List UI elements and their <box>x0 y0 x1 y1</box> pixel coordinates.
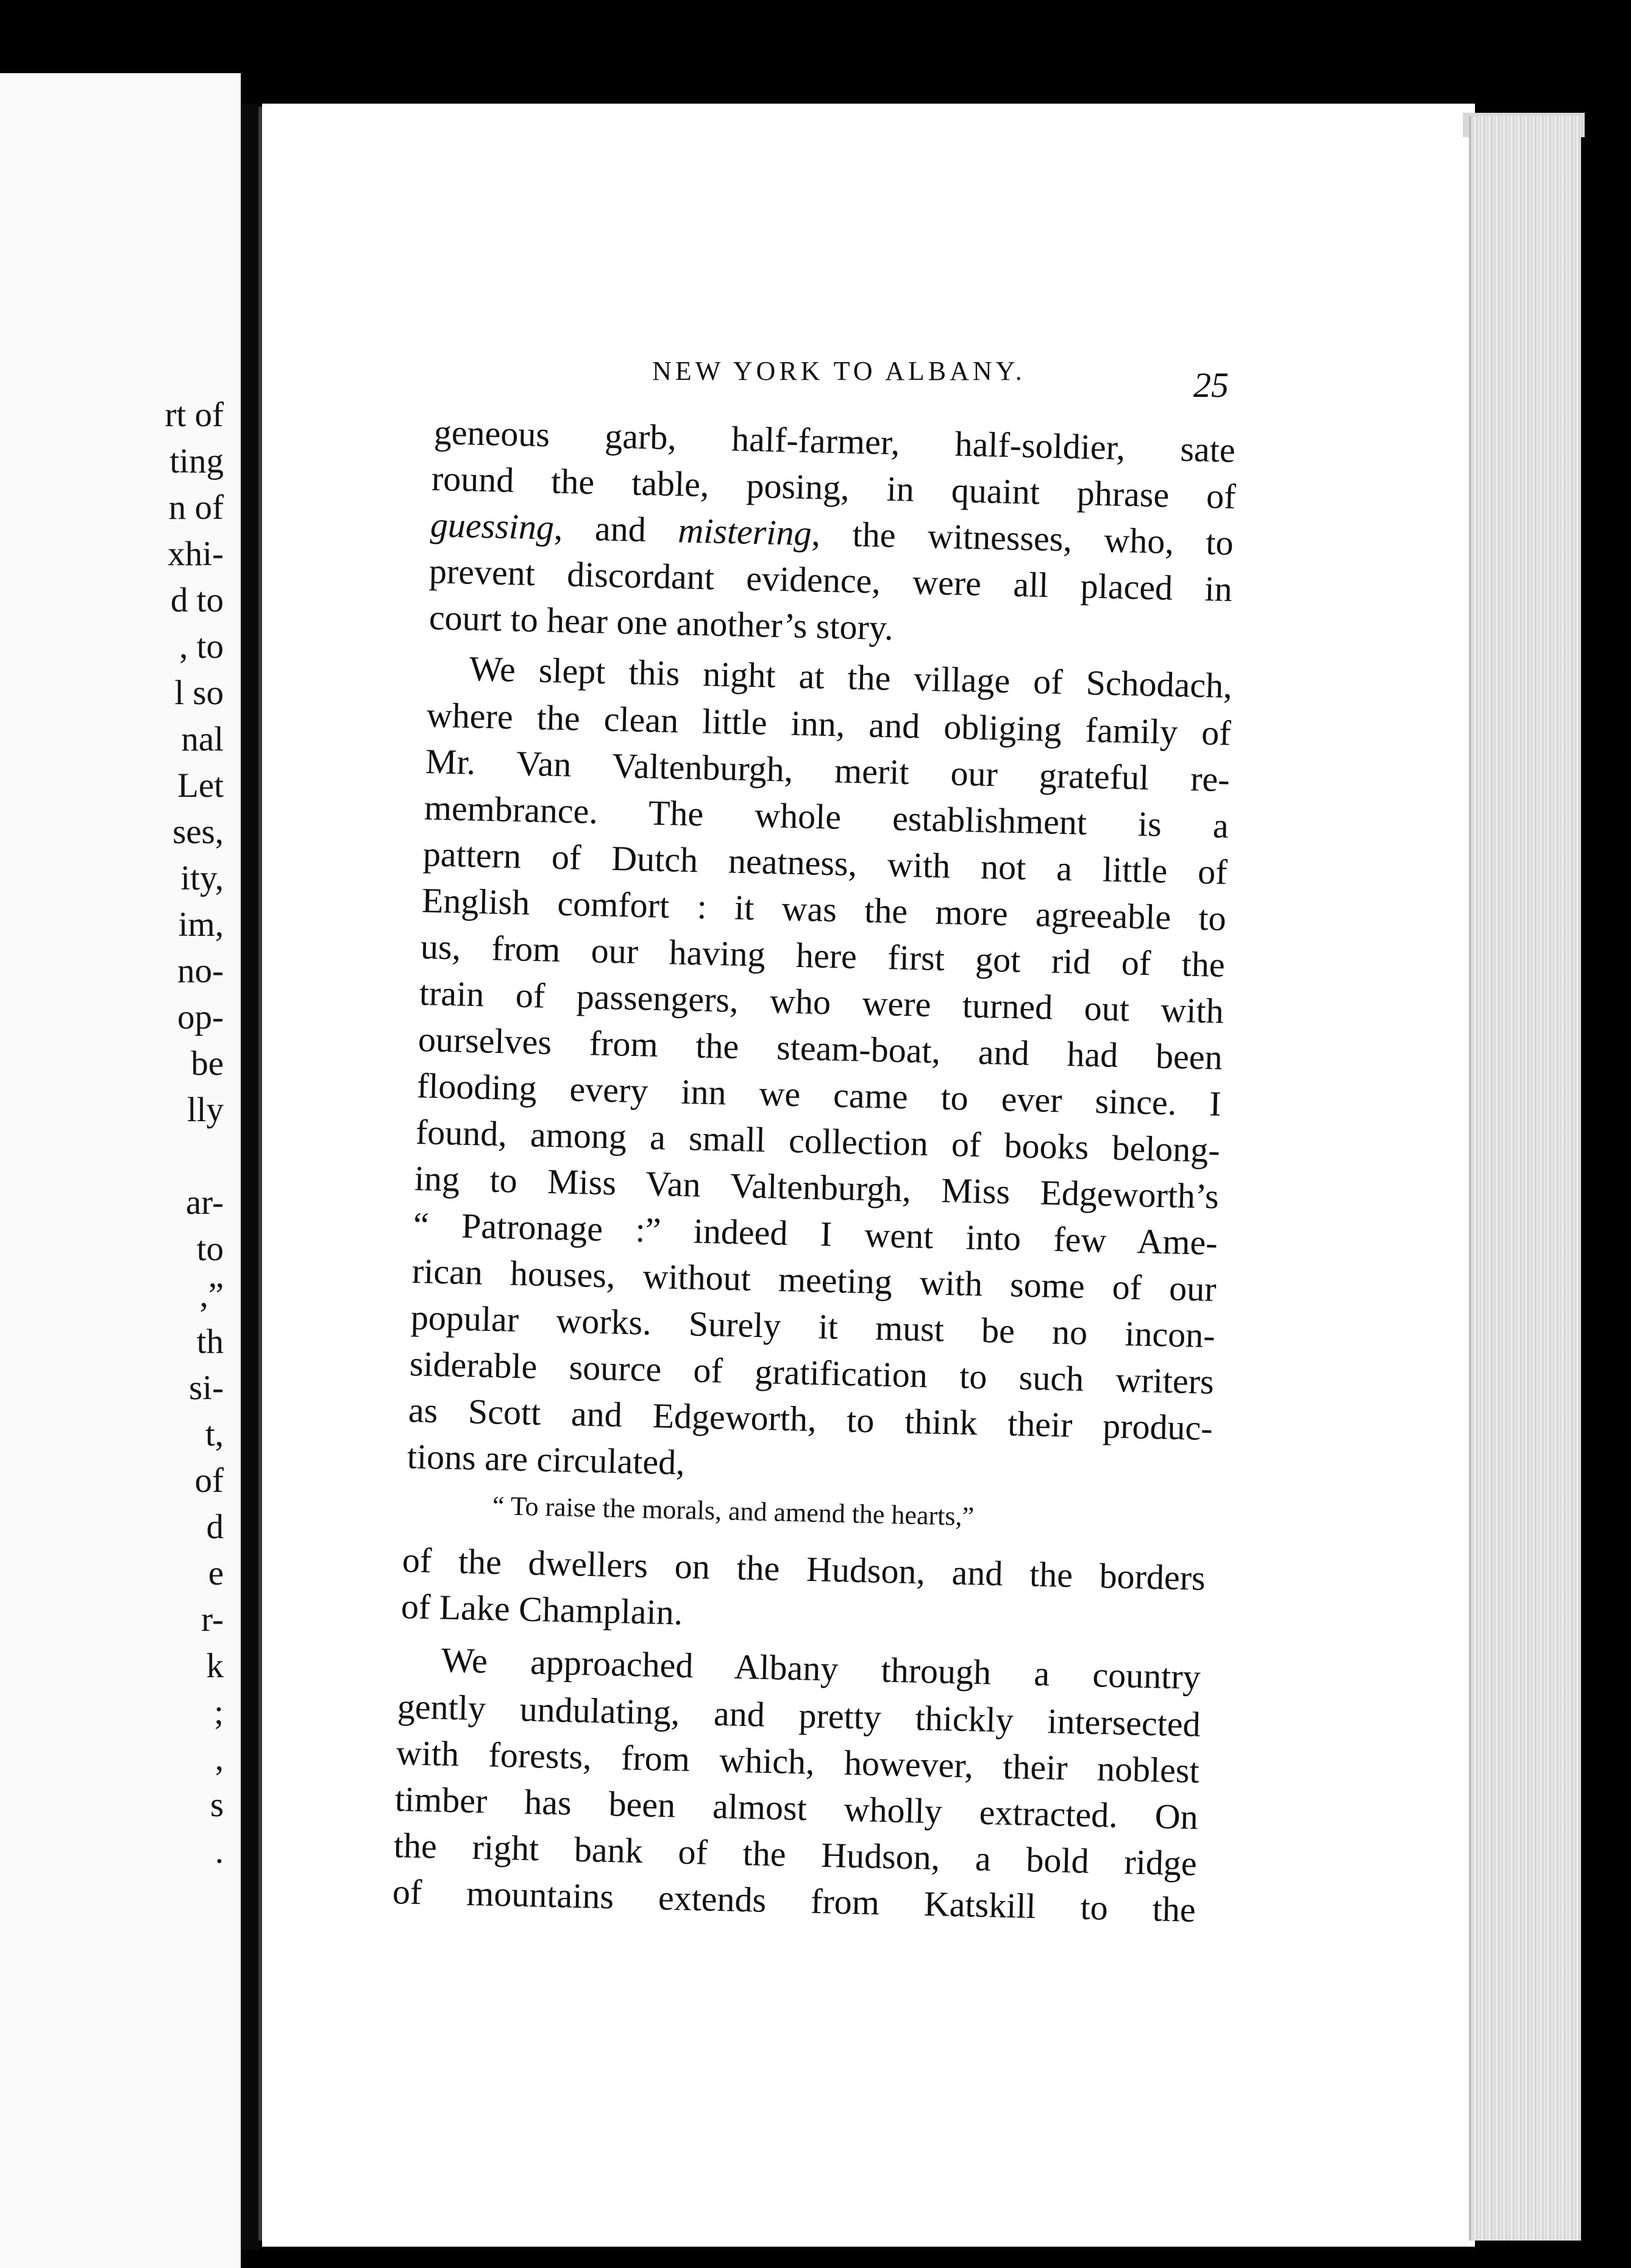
left-page-fragment: xhi- <box>168 535 224 573</box>
left-page-fragment: Let <box>177 766 224 805</box>
left-page-fragment: of <box>194 1461 224 1500</box>
text-line: rican houses, without meeting with some of our <box>411 1251 1217 1309</box>
text-line: membrance. The whole establishment is a <box>424 788 1229 846</box>
text-line: Mr. Van Valtenburgh, merit our grateful re- <box>425 741 1231 799</box>
italic-word: guessing <box>430 505 555 547</box>
text-line: flooding every inn we came to ever since. I <box>416 1066 1222 1124</box>
left-page-fragment: r- <box>201 1600 224 1639</box>
text-line: of mountains extends from Katskill to the <box>392 1872 1196 1930</box>
text-line: “ Patronage :” indeed I went into few Ame- <box>413 1205 1218 1263</box>
left-page-fragment: lly <box>187 1091 224 1129</box>
text-line: court to hear one another’s story. <box>428 597 894 648</box>
page-number: 25 <box>1193 365 1229 405</box>
text-line: We approached Albany through a country <box>441 1640 1201 1697</box>
italic-word: mistering <box>677 510 812 554</box>
running-head: NEW YORK TO ALBANY. <box>652 356 1026 386</box>
left-page-fragment: no- <box>177 952 224 990</box>
left-page-fragment: k <box>206 1647 224 1685</box>
left-page-fragment: si- <box>189 1369 224 1407</box>
left-page-fragment: th <box>196 1322 224 1361</box>
text-line: gently undulating, and pretty thickly intersected <box>397 1686 1201 1744</box>
left-page-fragment: ,” <box>199 1276 224 1314</box>
text-line: of Lake Champlain. <box>400 1586 683 1633</box>
left-page-fragment: l so <box>174 674 224 712</box>
text-line: found, among a small collection of books belong- <box>415 1112 1221 1170</box>
left-page-fragment: ; <box>214 1693 224 1731</box>
text-line: us, from our having here first got rid of the <box>420 927 1226 985</box>
left-page-fragment: , <box>215 1739 224 1778</box>
left-page-fragment: d to <box>170 581 224 619</box>
text-line: with forests, from which, however, their noblest <box>396 1733 1200 1791</box>
text-line: geneous garb, half-farmer, half-soldier, sate <box>433 412 1236 470</box>
left-page-fragment: to <box>196 1230 224 1268</box>
text-line: ing to Miss Van Valtenburgh, Miss Edgeworth’s <box>414 1158 1220 1216</box>
text-line: as Scott and Edgeworth, to think their produc- <box>408 1390 1213 1448</box>
left-page-fragment: e <box>208 1554 224 1592</box>
left-page-fragment: ar- <box>185 1183 224 1222</box>
left-page-fragment: im, <box>178 905 224 944</box>
text-line <box>431 458 1237 516</box>
block-quote: “ To raise the morals, and amend the hearts,” <box>492 1491 975 1532</box>
text-line: We slept this night at the village of Schodach, <box>469 649 1233 706</box>
text-line: siderable source of gratification to such writers <box>409 1344 1215 1402</box>
text-line: timber has been almost wholly extracted. On <box>394 1779 1199 1837</box>
text-line: the right bank of the Hudson, a bold ridge <box>393 1825 1198 1883</box>
left-page-fragment: ity, <box>180 859 224 897</box>
left-page-fragment: be <box>191 1044 224 1083</box>
text-line: ourselves from the steam-boat, and had been <box>418 1019 1223 1077</box>
left-page-fragment: n of <box>168 488 224 527</box>
text-line: train of passengers, who were turned out with <box>419 973 1224 1031</box>
left-page-fragment: ses, <box>172 813 224 851</box>
text-line: where the clean little inn, and obliging family of <box>426 695 1232 753</box>
left-page-fragment: . <box>215 1832 224 1870</box>
text-line: English comfort : it was the more agreeable to <box>421 880 1227 938</box>
text-line: pattern of Dutch neatness, with not a little of <box>422 834 1228 892</box>
left-page-fragment: d <box>206 1508 224 1546</box>
left-page-fragment: nal <box>181 720 224 758</box>
left-page-fragment: s <box>210 1786 224 1824</box>
text-line: of the dwellers on the Hudson, and the borders <box>402 1540 1206 1598</box>
left-page-fragment: ting <box>169 442 224 480</box>
left-page-fragment: , to <box>179 627 224 666</box>
text-line: prevent discordant evidence, were all placed in <box>428 551 1233 609</box>
text-line-with-italics: guessing, and mistering, the witnesses, who, to <box>430 505 1234 563</box>
text-line: popular works. Surely it must be no incon- <box>410 1297 1216 1355</box>
text-line: tions are circulated, <box>407 1436 686 1483</box>
left-page-fragment: op- <box>177 998 224 1036</box>
left-page-fragment: rt of <box>165 396 224 434</box>
left-page-fragment: t, <box>205 1415 224 1453</box>
text-run: round the table, posing, in quaint phrase of <box>431 458 1237 516</box>
